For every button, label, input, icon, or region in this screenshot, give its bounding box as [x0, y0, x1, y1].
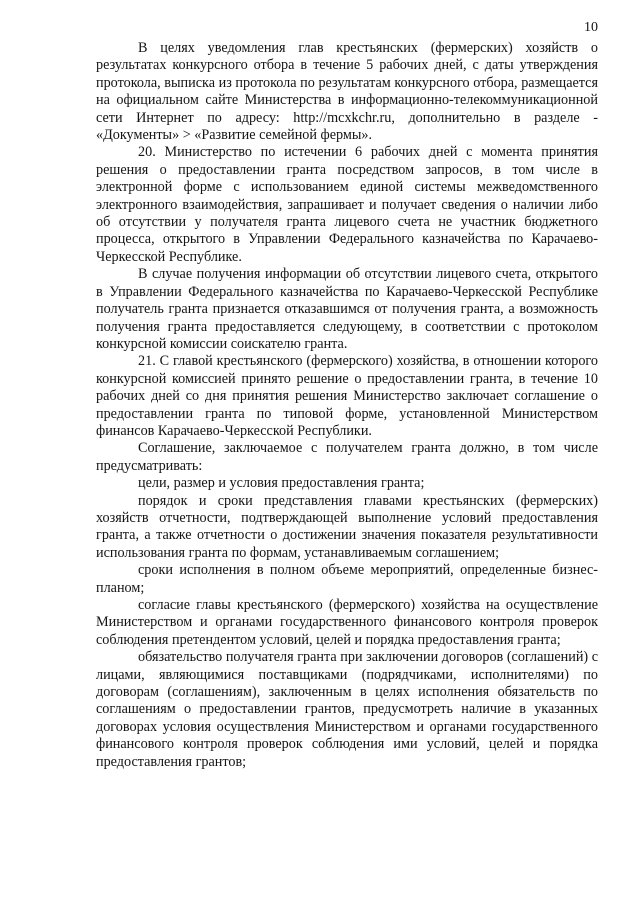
- list-item-consent: согласие главы крестьянского (фермерского) хозяйства на осуществление Министерством и органами государственного финансового контроля проверок соблюдения претендентом условий, целей и порядка предоставления гранта;: [96, 597, 598, 648]
- document-body: [96, 40, 598, 771]
- list-item-goals: цели, размер и условия предоставления гранта;: [138, 475, 425, 492]
- paragraph-notification: В целях уведомления глав крестьянских (фермерских) хозяйств о результатах конкурсного отбора в течение 5 рабочих дней, с даты утверждения протокола, выписка из протокола по результатам конкурсного отбора, размещается на официальном сайте Министерства в информационно-телекоммуникационной сети Интернет по адресу: http://mcxkchr.ru, дополнительно в разделе - «Документы» > «Развитие семейной фермы».: [96, 40, 598, 144]
- list-item-deadlines: сроки исполнения в полном объеме мероприятий, определенные бизнес-планом;: [96, 562, 598, 596]
- page-number: 10: [584, 20, 598, 35]
- paragraph-20: 20. Министерство по истечении 6 рабочих дней с момента принятия решения о предоставлении гранта посредством запросов, в том числе в электронной форме с использованием единой системы межведомственного электронного взаимодействия, запрашивает и получает сведения о наличии либо об отсутствии у получателя гранта лицевого счета не участник бюджетного процесса, открытого в Управлении Федерального казначейства по Карачаево-Черкесской Республике.: [96, 144, 598, 265]
- paragraph-21: 21. С главой крестьянского (фермерского) хозяйства, в отношении которого конкурсной комиссией принято решение о предоставлении гранта, в течение 10 рабочих дней со дня принятия решения Министерство заключает соглашение о предоставлении гранта по типовой форме, установленной Министерством финансов Карачаево-Черкесской Республики.: [96, 353, 598, 439]
- paragraph-agreement-intro: Соглашение, заключаемое с получателем гранта должно, в том числе предусматривать:: [96, 440, 598, 474]
- paragraph-no-account: В случае получения информации об отсутствии лицевого счета, открытого в Управлении Федерального казначейства по Карачаево-Черкесской Республике получатель гранта признается отказавшимся от получения гранта, а возможность получения гранта предоставляется следующему, в соответствии с протоколом конкурсной комиссии соискателю гранта.: [96, 266, 598, 352]
- list-item-reporting: порядок и сроки представления главами крестьянских (фермерских) хозяйств отчетности, подтверждающей выполнение условий предоставления гранта, а также отчетности о достижении значения показателя результативности использования гранта по формам, устанавливаемым соглашением;: [96, 492, 598, 561]
- list-item-obligation: обязательство получателя гранта при заключении договоров (соглашений) с лицами, являющимися поставщиками (подрядчиками, исполнителями) по договорам (соглашениям), заключенным в целях исполнения обязательств по соглашениям о предоставлении грантов, предусмотреть наличие в указанных договорах условия осуществления Министерством и органами государственного финансового контроля проверок соблюдения ими условий, целей и порядка предоставления грантов;: [96, 649, 598, 770]
